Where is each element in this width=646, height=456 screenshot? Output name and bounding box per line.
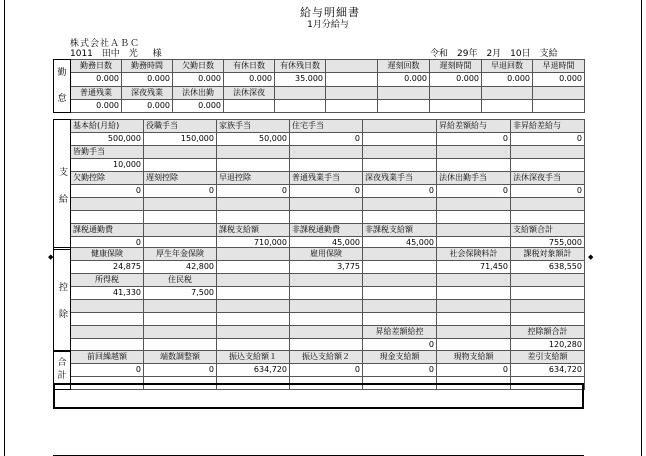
- carryover-value: 0: [71, 364, 144, 377]
- employee-line: [70, 46, 162, 59]
- in-kind-payment-label: 現物支給額: [437, 351, 511, 364]
- attendance-value-row1-8: 0.000: [482, 73, 533, 86]
- pension-insurance-label: 厚生年金保険: [144, 248, 217, 261]
- rounding-adjust-label: 端数調整額: [144, 351, 217, 364]
- transfer1-label: 振込支給額１: [217, 351, 290, 364]
- attendance-label-row2-4: [275, 86, 326, 99]
- attendance-label-row2-7: [430, 86, 482, 99]
- late-deduction-label: 遅刻控除: [144, 172, 217, 185]
- attendance-label-row2-6: [378, 86, 430, 99]
- night-overtime-allowance-label: 深夜残業手当: [363, 172, 437, 185]
- attendance-label-row2-2: 法休出勤: [173, 86, 224, 99]
- remarks-box: [53, 383, 584, 409]
- payment-table: [53, 119, 585, 250]
- page-border-right: [641, 0, 642, 456]
- health-insurance-value: 24,875: [71, 261, 144, 274]
- taxable-commute-label: 課税通勤費: [71, 224, 144, 237]
- holiday-night-allowance-value: 0: [511, 185, 585, 198]
- nontaxable-payment-value: 45,000: [363, 237, 437, 250]
- attendance-value-row2-4: [275, 99, 326, 112]
- net-payment-value: 634,720: [511, 364, 585, 377]
- overtime-allowance-value: 0: [290, 185, 363, 198]
- attendance-allowance-value: 10,000: [71, 159, 144, 172]
- attendance-label-row2-3: 法休深夜: [224, 86, 275, 99]
- attendance-label-row1-5: [326, 60, 378, 73]
- attendance-label-row1-8: 早退回数: [482, 60, 533, 73]
- employee-name: 田中 光: [101, 49, 138, 59]
- housing-allowance-label: 住宅手当: [290, 120, 363, 133]
- deduction-section-label: 控 除: [54, 248, 71, 352]
- in-kind-payment-value: 0: [437, 364, 511, 377]
- honorific: 様: [152, 49, 162, 59]
- absence-deduction-value: 0: [71, 185, 144, 198]
- nontaxable-payment-label: 非課税支給額: [363, 224, 437, 237]
- deduction-total-value: 120,280: [511, 339, 585, 352]
- attendance-value-row1-4: 35.000: [275, 73, 326, 86]
- early-leave-deduction-value: 0: [217, 185, 290, 198]
- attendance-label-row1-6: 遅刻回数: [378, 60, 430, 73]
- attendance-label-row2-0: 普通残業: [71, 86, 122, 99]
- attendance-value-row2-0: 0.000: [71, 99, 122, 112]
- deduction-total-label: 控除額合計: [511, 326, 585, 339]
- raise-diff-deduction-value: 0: [363, 339, 437, 352]
- base-salary-label: 基本給(月給): [71, 120, 144, 133]
- attendance-value-row1-5: [326, 73, 378, 86]
- income-tax-label: 所得税: [71, 274, 144, 287]
- attendance-value-row2-1: 0.000: [122, 99, 173, 112]
- attendance-value-row2-9: [533, 99, 585, 112]
- fold-marker-right: ◆: [588, 253, 594, 261]
- page-border-left: [4, 0, 5, 456]
- attendance-value-row2-8: [482, 99, 533, 112]
- absence-deduction-label: 欠勤控除: [71, 172, 144, 185]
- attendance-value-row2-5: [326, 99, 378, 112]
- company-name: 株式会社ＡＢＣ: [70, 39, 141, 49]
- carryover-label: 前回繰越額: [71, 351, 144, 364]
- holiday-night-allowance-label: 法休深夜手当: [511, 172, 585, 185]
- attendance-value-row2-7: [430, 99, 482, 112]
- attendance-value-row1-7: 0.000: [430, 73, 482, 86]
- taxable-commute-value: 0: [71, 237, 144, 250]
- deduction-table: [53, 247, 585, 352]
- attendance-label-row1-9: 早退時間: [533, 60, 585, 73]
- attendance-value-row1-1: 0.000: [122, 73, 173, 86]
- health-insurance-label: 健康保険: [71, 248, 144, 261]
- pay-period: 1月分給与: [307, 20, 349, 30]
- family-allowance-label: 家族手当: [217, 120, 290, 133]
- holiday-work-allowance-label: 法休出勤手当: [437, 172, 511, 185]
- attendance-value-row1-2: 0.000: [173, 73, 224, 86]
- attendance-label-row1-4: 有休残日数: [275, 60, 326, 73]
- early-leave-deduction-label: 早退控除: [217, 172, 290, 185]
- employee-number: 1011: [70, 49, 93, 59]
- payment-section-label: 支 給: [54, 120, 71, 250]
- taxable-payment-value: 710,000: [217, 237, 290, 250]
- position-allowance-label: 役職手当: [144, 120, 217, 133]
- raise-diff-value: 0: [437, 133, 511, 146]
- attendance-value-row1-6: 0.000: [378, 73, 430, 86]
- position-allowance-value: 150,000: [144, 133, 217, 146]
- attendance-value-row2-6: [378, 99, 430, 112]
- fold-marker-left: ◆: [48, 253, 54, 261]
- transfer2-value: 0: [290, 364, 363, 377]
- rounding-adjust-value: 0: [144, 364, 217, 377]
- attendance-label-row1-2: 欠勤日数: [173, 60, 224, 73]
- attendance-value-row1-9: 0.000: [533, 73, 585, 86]
- attendance-label-row2-5: [326, 86, 378, 99]
- taxable-payment-label: 課税支給額: [217, 224, 290, 237]
- resident-tax-value: 7,500: [144, 287, 217, 300]
- taxable-amount-value: 638,550: [511, 261, 585, 274]
- holiday-work-allowance-value: 0: [437, 185, 511, 198]
- attendance-label-row1-3: 有休日数: [224, 60, 275, 73]
- payment-total-value: 755,000: [511, 237, 585, 250]
- attendance-table: [53, 59, 585, 113]
- attendance-allowance-label: 皆勤手当: [71, 146, 144, 159]
- attendance-label-row1-1: 勤務時間: [122, 60, 173, 73]
- raise-diff-deduction-label: 昇給差額給控: [363, 326, 437, 339]
- social-insurance-total-label: 社会保険料計: [437, 248, 511, 261]
- transfer2-label: 振込支給額２: [290, 351, 363, 364]
- resident-tax-label: 住民税: [144, 274, 217, 287]
- housing-allowance-value: 0: [290, 133, 363, 146]
- attendance-label-row2-1: 深夜残業: [122, 86, 173, 99]
- nontaxable-commute-label: 非課税通勤費: [290, 224, 363, 237]
- attendance-value-row2-2: 0.000: [173, 99, 224, 112]
- nontaxable-commute-value: 45,000: [290, 237, 363, 250]
- attendance-label-row1-7: 遅刻時間: [430, 60, 482, 73]
- raise-diff-label: 昇給差額給与: [437, 120, 511, 133]
- income-tax-value: 41,330: [71, 287, 144, 300]
- payment-total-label: 支給額合計: [511, 224, 585, 237]
- payment-date: 令和 29年 2月 10日 支給: [430, 49, 558, 59]
- attendance-value-row2-3: [224, 99, 275, 112]
- document-title: 給与明細書: [300, 6, 360, 19]
- night-overtime-allowance-value: 0: [363, 185, 437, 198]
- attendance-section-label: 勤 怠: [54, 60, 71, 113]
- total-section-label: 合 計: [54, 351, 71, 390]
- non-raise-diff-value: 0: [511, 133, 585, 146]
- overtime-allowance-label: 普通残業手当: [290, 172, 363, 185]
- attendance-value-row1-3: 0.000: [224, 73, 275, 86]
- late-deduction-value: 0: [144, 185, 217, 198]
- employment-insurance-value: 3,775: [290, 261, 363, 274]
- pension-insurance-value: 42,800: [144, 261, 217, 274]
- non-raise-diff-label: 非昇給差給与: [511, 120, 585, 133]
- cash-payment-label: 現金支給額: [363, 351, 437, 364]
- family-allowance-value: 50,000: [217, 133, 290, 146]
- net-payment-label: 差引支給額: [511, 351, 585, 364]
- base-salary-value: 500,000: [71, 133, 144, 146]
- employment-insurance-label: 雇用保険: [290, 248, 363, 261]
- attendance-label-row2-8: [482, 86, 533, 99]
- attendance-label-row2-9: [533, 86, 585, 99]
- transfer1-value: 634,720: [217, 364, 290, 377]
- cash-payment-value: 0: [363, 364, 437, 377]
- attendance-label-row1-0: 勤務日数: [71, 60, 122, 73]
- taxable-amount-label: 課税対象額計: [511, 248, 585, 261]
- social-insurance-total-value: 71,450: [437, 261, 511, 274]
- attendance-value-row1-0: 0.000: [71, 73, 122, 86]
